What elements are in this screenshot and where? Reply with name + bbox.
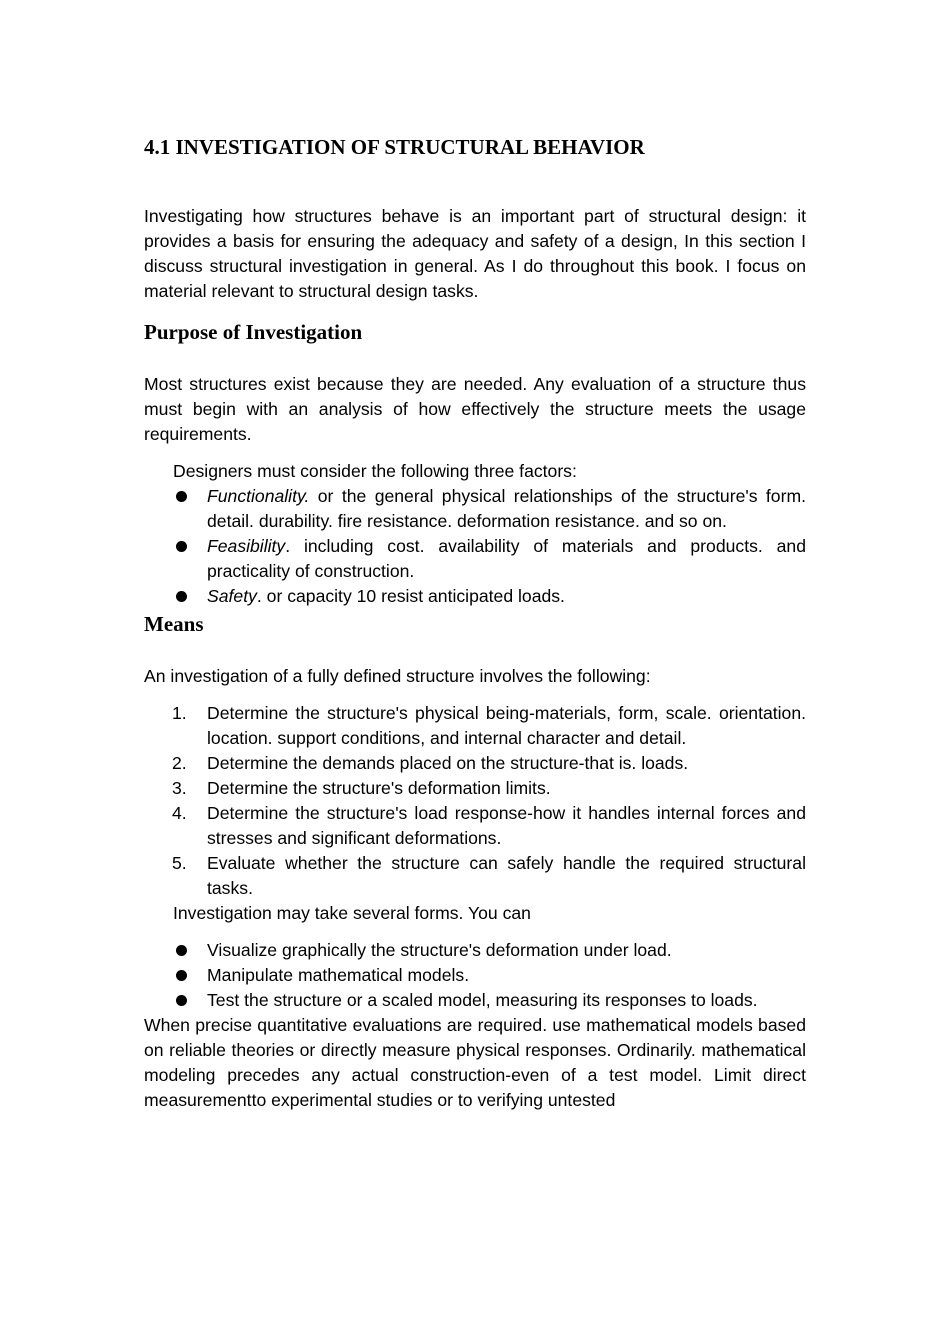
factors-intro: Designers must consider the following three factors: bbox=[173, 461, 577, 481]
step-text: Evaluate whether the structure can safely handle the required structural tasks. bbox=[207, 853, 806, 898]
step-text: Determine the structure's load response-how it handles internal forces and stresses and significant deformations. bbox=[207, 803, 806, 848]
step-number: 3. bbox=[172, 778, 187, 798]
step-text: Determine the structure's physical being-materials, form, scale. orientation. location. support conditions, and internal character and detail. bbox=[207, 703, 806, 748]
purpose-paragraph: Most structures exist because they are needed. Any evaluation of a structure thus must begin with an analysis of how effectively the structure meets the usage requirements. bbox=[144, 374, 806, 444]
list-item bbox=[144, 751, 806, 776]
list-item bbox=[144, 701, 806, 751]
list-item bbox=[144, 776, 806, 801]
list-item bbox=[144, 584, 806, 609]
factor-text: . including cost. availability of materials and products. and practicality of construction. bbox=[207, 536, 806, 581]
factor-term: Feasibility bbox=[207, 536, 286, 556]
step-number: 2. bbox=[172, 753, 187, 773]
list-item bbox=[144, 801, 806, 851]
list-item bbox=[144, 851, 806, 901]
step-text: Determine the demands placed on the structure-that is. loads. bbox=[207, 753, 689, 773]
factor-text: or the general physical relationships of the structure's form. detail. durability. fire resistance. deformation resistance. and so on. bbox=[207, 486, 806, 531]
step-number: 4. bbox=[172, 803, 187, 823]
section-title: 4.1 INVESTIGATION OF STRUCTURAL BEHAVIOR bbox=[144, 135, 645, 159]
steps-list bbox=[144, 701, 806, 901]
factor-text: . or capacity 10 resist anticipated loads. bbox=[256, 586, 565, 606]
list-item: Manipulate mathematical models. bbox=[144, 963, 806, 988]
document-page bbox=[144, 132, 806, 1113]
means-heading: Means bbox=[144, 612, 204, 636]
means-intro: An investigation of a fully defined structure involves the following: bbox=[144, 666, 651, 686]
factor-term: Functionality. bbox=[207, 486, 310, 506]
factor-term: Safety bbox=[207, 586, 257, 606]
list-item: Test the structure or a scaled model, measuring its responses to loads. bbox=[144, 988, 806, 1013]
step-number: 5. bbox=[172, 853, 187, 873]
forms-list bbox=[144, 938, 806, 1013]
forms-intro: Investigation may take several forms. You can bbox=[173, 903, 531, 923]
step-number: 1. bbox=[172, 703, 187, 723]
factors-list bbox=[144, 484, 806, 609]
step-text: Determine the structure's deformation limits. bbox=[207, 778, 551, 798]
list-item bbox=[144, 534, 806, 584]
list-item: Visualize graphically the structure's deformation under load. bbox=[144, 938, 806, 963]
list-item bbox=[144, 484, 806, 534]
closing-paragraph: When precise quantitative evaluations are required. use mathematical models based on reliable theories or directly measure physical responses. Ordinarily. mathematical modeling precedes any actual construction-even of a test model. Limit direct measurementto experimental studies or to verifying untested bbox=[144, 1015, 806, 1110]
intro-paragraph: Investigating how structures behave is an important part of structural design: it provides a basis for ensuring the adequacy and safety of a design, In this section I discuss structural investigation in general. As I do throughout this book. I focus on material relevant to structural design tasks. bbox=[144, 206, 806, 301]
purpose-heading: Purpose of Investigation bbox=[144, 320, 363, 344]
